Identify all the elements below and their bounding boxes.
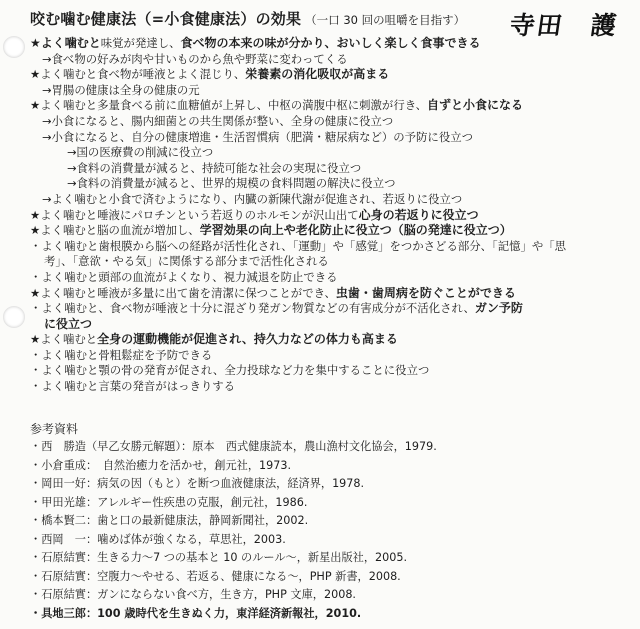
body-text: ・よく噛むと言葉の発音がはっきりする [30,379,236,394]
body-text: ★よく噛むと食べ物が唾液とよく混じり、 [30,67,246,82]
body-text: 味覚が発達し、 [100,36,181,50]
emphasized-text: 栄養素の消化吸収が高まる [245,67,390,82]
effect-line [30,254,635,270]
reference-item: ・具地三郎：100 歳時代を生きぬく力，東洋経済新報社，2010. [30,606,362,620]
author-signature: 寺田 護 [507,11,620,40]
emphasized-text: 自ずと小食になる [427,98,524,113]
effect-line [30,192,635,208]
reference-item: ・岡田一好：病気の因（もと）を断つ血液健康法，経済界，1978. [30,477,365,490]
effect-line [30,363,635,379]
emphasized-text: ★よく噛むと [30,36,101,50]
emphasized-text: に役立つ [44,316,93,331]
emphasized-text: 全身の運動機能が促進され、持久力などの体力も高まる [97,332,398,347]
reference-item: ・石原結實：生きる力～7 つの基本と 10 のルール～，新星出版社，2005. [30,551,408,564]
body-text: →国の医療費の削減に役立つ [67,145,214,160]
body-text: ★よく噛むと唾液が多量に出て歯を清潔に保つことができ、 [30,285,336,300]
reference-item: ・石原結實：ガンにならない食べ方，生き方，PHP 文庫，2008. [30,588,356,601]
reference-item: ・橋本賢二：歯と口の最新健康法，静岡新聞社，2002. [30,514,309,527]
references-list [30,438,630,623]
effect-line [30,332,635,348]
reference-item: ・石原結實：空腹力～やせる、若返る、健康になる～，PHP 新書，2008. [30,569,401,583]
body-text: ★よく噛むと [30,332,98,347]
effect-line [30,208,635,224]
body-text: ★よく噛むと唾液にパロチンという若返りのホルモンが沢山出て [30,207,359,222]
effect-line [30,98,635,114]
body-text: ・よく噛むと頭部の血流がよくなり、視力減退を防止できる [30,269,338,284]
effect-line [30,67,635,83]
body-text: ★よく噛むと脳の血流が増加し、 [30,223,200,238]
effect-line [30,36,635,52]
effect-line [30,239,635,255]
body-text: 考」、「意欲・やる気」に関係する部分まで活性化される [44,254,329,269]
body-text: →よく噛むと小食で済むようになり、内臓の新陳代謝が促進され、若返りに役立つ [42,191,463,206]
effect-line [30,286,635,302]
body-text: →食料の消費量が減ると、持続可能な社会の実現に役立つ [67,160,362,175]
effect-line [30,114,635,130]
effect-line [30,145,635,161]
reference-item: ・甲田光雄：アレルギー性疾患の克服，創元社，1986. [30,495,308,509]
effects-list [30,36,635,395]
page-title: 咬む噛む健康法（=小食健康法）の効果 [30,10,302,28]
effect-line [30,379,635,395]
effect-line [30,270,635,286]
effect-line [30,52,635,68]
references-section [30,420,630,623]
body-text: →胃腸の健康は全身の健康の元 [42,82,200,97]
effect-line [30,348,635,364]
body-text: ・よく噛むと骨粗鬆症を予防できる [30,347,213,362]
reference-item: ・小倉重成： 自然治癒力を活かせ，創元社，1973. [30,458,292,472]
emphasized-text: 食べ物の本来の味が分かり、おいしく楽しく食事できる [180,36,481,50]
emphasized-text: 虫歯・歯周病を防ぐことができる [335,285,516,300]
body-text: →小食になると、腸内細菌との共生関係が整い、全身の健康に役立つ [42,113,394,128]
effect-line [30,83,635,99]
emphasized-text: 学習効果の向上や老化防止に役立つ（脳の発達に役立つ） [199,223,512,238]
reference-item: ・西岡 一：噛めば体が強くなる，草思社，2003. [30,532,286,546]
references-heading: 参考資料 [30,422,79,436]
effect-line [30,223,635,239]
emphasized-text: 心身の若返りに役立つ [358,207,479,222]
body-text: →食べ物の好みが肉や甘いものから魚や野菜に変わってくる [42,51,348,66]
effect-line [30,317,635,333]
effect-line [30,161,635,177]
body-text: ・よく噛むと顎の骨の発育が促され、全力投球など力を集中することに役立つ [30,363,430,378]
emphasized-text: ガン予防 [474,301,523,316]
effect-line [30,301,635,317]
page-subtitle: （一口 30 回の咀嚼を目指す） [305,13,466,27]
body-text: ・よく噛むと、食べ物が唾液と十分に混ざり発ガン物質などの有害成分が不活化され、 [30,301,475,316]
punch-hole [3,306,25,328]
body-text: →食料の消費量が減ると、世界的規模の食料問題の解決に役立つ [67,176,396,191]
effect-line [30,176,635,192]
punch-hole [3,36,25,58]
effect-line [30,130,635,146]
body-text: ★よく噛むと多量食べる前に血糖値が上昇し、中枢の満腹中枢に刺激が行き、 [30,98,428,113]
body-text: →小食になると、自分の健康増進・生活習慣病（肥満・糖尿病など）の予防に役立つ [42,129,473,144]
body-text: ・よく噛むと歯根膜から脳への経路が活性化され、「運動」や「感覚」をつかさどる部分、「記憶」や「思 [30,238,567,253]
reference-item: ・西 勝造（早乙女勝元解題）：原本 西式健康読本，農山漁村文化協会，1979. [30,440,437,453]
